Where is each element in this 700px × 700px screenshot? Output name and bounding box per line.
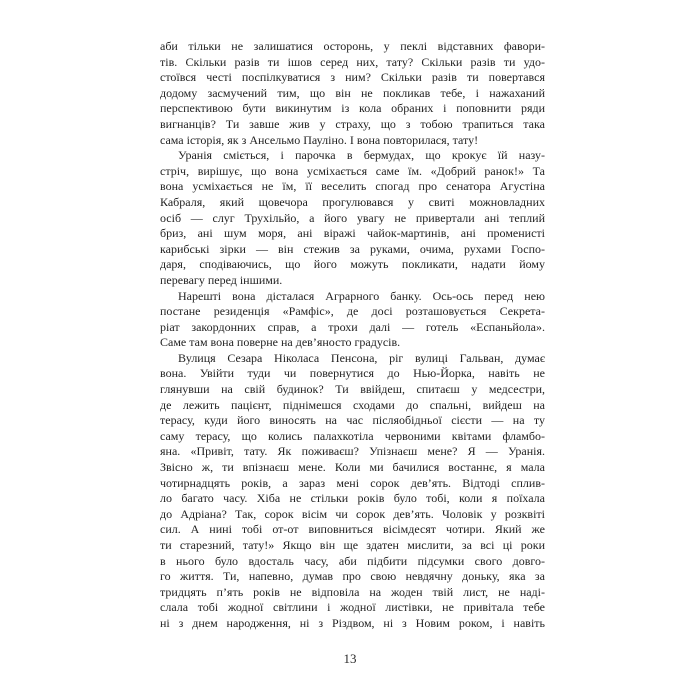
paragraph bbox=[160, 148, 545, 288]
paragraph bbox=[160, 351, 545, 632]
text-line: в нього було вдосталь часу, аби підбити підсумки свого довго- bbox=[160, 553, 545, 568]
text-line: Саме там вона поверне на дев’яносто градусів. bbox=[160, 335, 401, 350]
text-line: слала тобі жодної світлини і жодної листівки, не привітала тебе bbox=[160, 600, 545, 615]
text-line: Звісно ж, ти впізнаєш мене. Коли ми бачилися востаннє, я мала bbox=[160, 460, 545, 475]
text-line: Кабраля, який щовечора прогулювався у свиті можновладних bbox=[160, 194, 545, 209]
text-line: сама історія, як з Ансельмо Пауліно. І вона повторилася, тату! bbox=[160, 132, 479, 147]
text-line: ні з днем народження, ні з Різдвом, ні з Новим роком, і навіть bbox=[160, 615, 545, 630]
body-text bbox=[160, 39, 545, 632]
text-line: осіб — слуг Трухільйо, а його увагу не привертали ані теплий bbox=[160, 210, 545, 225]
text-line: тридцять п’ять років не відповіла на жоден твій лист, не наді- bbox=[160, 584, 545, 599]
text-line: до Адріана? Так, сорок вісім чи сорок дев’ять. Чоловік у розквіті bbox=[160, 506, 545, 521]
text-line: ло багато часу. Хіба не стільки років було тобі, коли я поїхала bbox=[160, 491, 545, 506]
text-line: тів. Скільки разів ти ішов серед них, тату? Скільки разів ти удо- bbox=[160, 54, 545, 69]
text-line: аби тільки не залишатися осторонь, у пеклі відставних фавори- bbox=[160, 39, 545, 53]
text-line: карибські зірки — він стежив за руками, очима, рухами Госпо- bbox=[160, 241, 545, 256]
text-line: терасу, куди його виносять на час післяобідньої сієсти — на ту bbox=[160, 413, 545, 428]
text-line: го життя. Ти, напевно, думав про свою невдячну доньку, яка за bbox=[160, 569, 545, 584]
text-line: додому засмучений тим, що він не покликав тебе, і нажаханий bbox=[160, 85, 545, 100]
text-line: вона. Увійти туди чи повернутися до Нью-Йорка, навіть не bbox=[160, 366, 545, 381]
page-number: 13 bbox=[343, 651, 357, 666]
text-line: перевагу перед іншими. bbox=[160, 272, 283, 287]
text-line: де лежить пацієнт, піднімешся сходами до спальні, вийдеш на bbox=[160, 397, 545, 412]
text-line: стоївся честі поспілкуватися з ним? Скільки разів ти повертався bbox=[160, 70, 545, 85]
text-line: сил. А нині тобі от-от виповниться вісімдесят чотири. Який же bbox=[160, 522, 545, 537]
text-line: вона усміхається не їм, її веселить спогад про сенатора Агустіна bbox=[160, 179, 545, 194]
text-line: бриз, ані шум моря, ані віражі чайок-мартинів, ані променисті bbox=[160, 226, 545, 241]
text-line: яна. «Привіт, тату. Як поживаєш? Упізнаєш мене? Я — Уранія. bbox=[160, 444, 545, 459]
text-line: ріат закордонних справ, а трохи далі — готель «Еспаньйола». bbox=[160, 319, 545, 334]
text-line: даря, сподіваючись, що його можуть покликати, надати йому bbox=[160, 257, 545, 272]
text-line: ти старезний, тату!» Якщо він ще здатен мислити, за всі ці роки bbox=[160, 538, 545, 552]
text-line: вигнанців? Ти завше жив у страху, що з тобою трапиться така bbox=[160, 116, 545, 131]
text-line: саму терасу, що колись палахкотіла червоними квітами фламбо- bbox=[160, 428, 545, 443]
text-line: глянувши на свій будинок? Ти ввійдеш, спитаєш у медсестри, bbox=[160, 382, 545, 397]
text-line: чотирнадцять років, а зараз мені сорок дев’ять. Відтоді сплив- bbox=[160, 475, 545, 490]
paragraph bbox=[160, 39, 545, 148]
text-line: Уранія сміється, і парочка в бермудах, що крокує їй назу- bbox=[178, 148, 545, 163]
text-line: Нарешті вона дісталася Аграрного банку. Ось-ось перед нею bbox=[178, 288, 545, 303]
paragraph bbox=[160, 289, 545, 351]
text-line: перспективою бути викинутим із кола обраних і поповнити ряди bbox=[160, 101, 545, 116]
text-line: стріч, вирішує, що вона усміхається саме їм. «Добрий ранок!» Та bbox=[160, 163, 545, 178]
text-line: Вулиця Сезара Ніколаса Пенсона, ріг вулиці Гальван, думає bbox=[178, 350, 545, 365]
text-line: постане резиденція «Рамфіс», де досі розташовується Секрета- bbox=[160, 304, 545, 319]
